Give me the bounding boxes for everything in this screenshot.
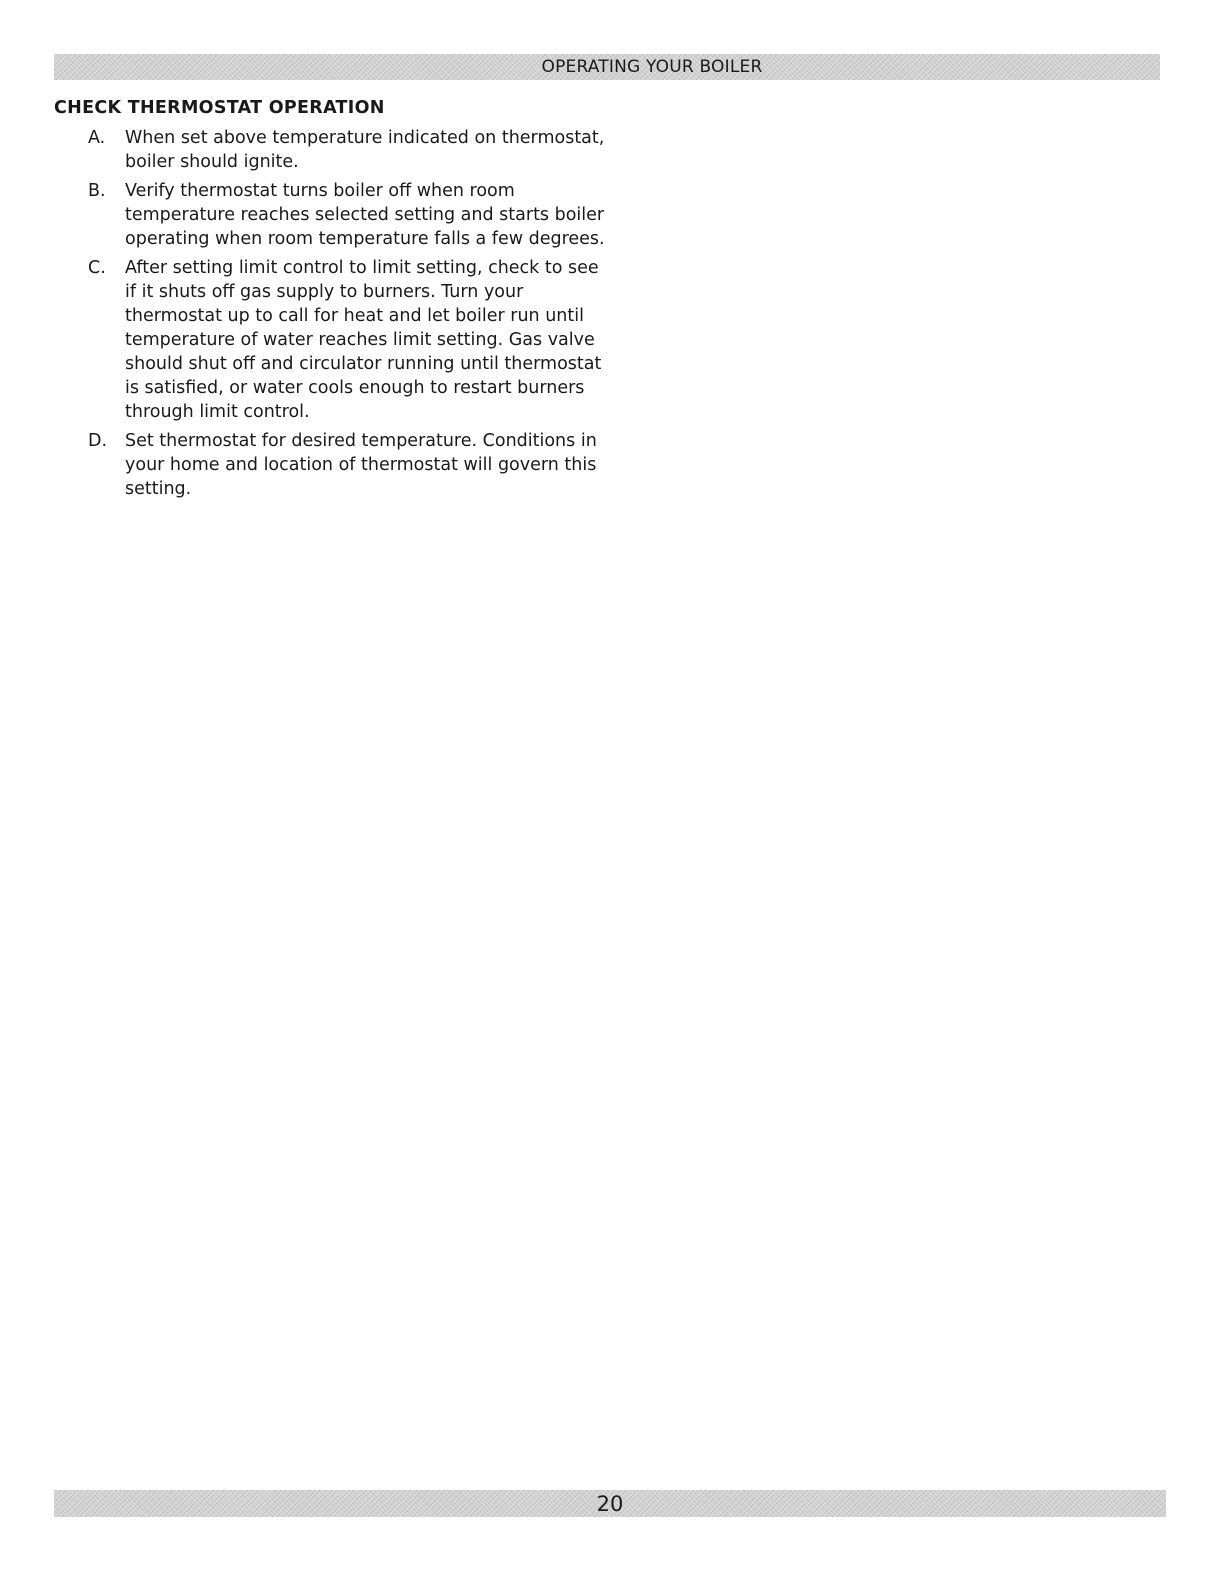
- section-title: CHECK THERMOSTAT OPERATION: [54, 98, 385, 118]
- footer-band: [54, 1490, 1166, 1517]
- step-letter: C.: [88, 258, 106, 278]
- step-letter: B.: [88, 181, 106, 201]
- step-letter: D.: [88, 431, 108, 451]
- step-b: [88, 179, 608, 251]
- step-a: [88, 126, 608, 174]
- page-number: 20: [596, 1491, 624, 1516]
- steps-list: [88, 126, 608, 506]
- step-c: [88, 256, 608, 424]
- step-letter: A.: [88, 128, 106, 148]
- step-text: When set above temperature indicated on thermostat, boiler should ignite.: [125, 128, 605, 172]
- header-band: [54, 54, 1160, 80]
- header-title: OPERATING YOUR BOILER: [541, 57, 763, 77]
- step-text: Verify thermostat turns boiler off when room temperature reaches selected setting and starts boiler operating when room temperature falls a few degrees.: [125, 181, 605, 249]
- step-text: Set thermostat for desired temperature. Conditions in your home and location of thermostat will govern this setting.: [125, 431, 597, 499]
- step-text: After setting limit control to limit setting, check to see if it shuts off gas supply to burners. Turn your thermostat up to call for heat and let boiler run until temperature of water reaches limit setting. Gas valve should shut off and circulator running until thermostat is satisfied, or water cools enough to restart burners through limit control.: [125, 258, 602, 422]
- step-d: [88, 429, 608, 501]
